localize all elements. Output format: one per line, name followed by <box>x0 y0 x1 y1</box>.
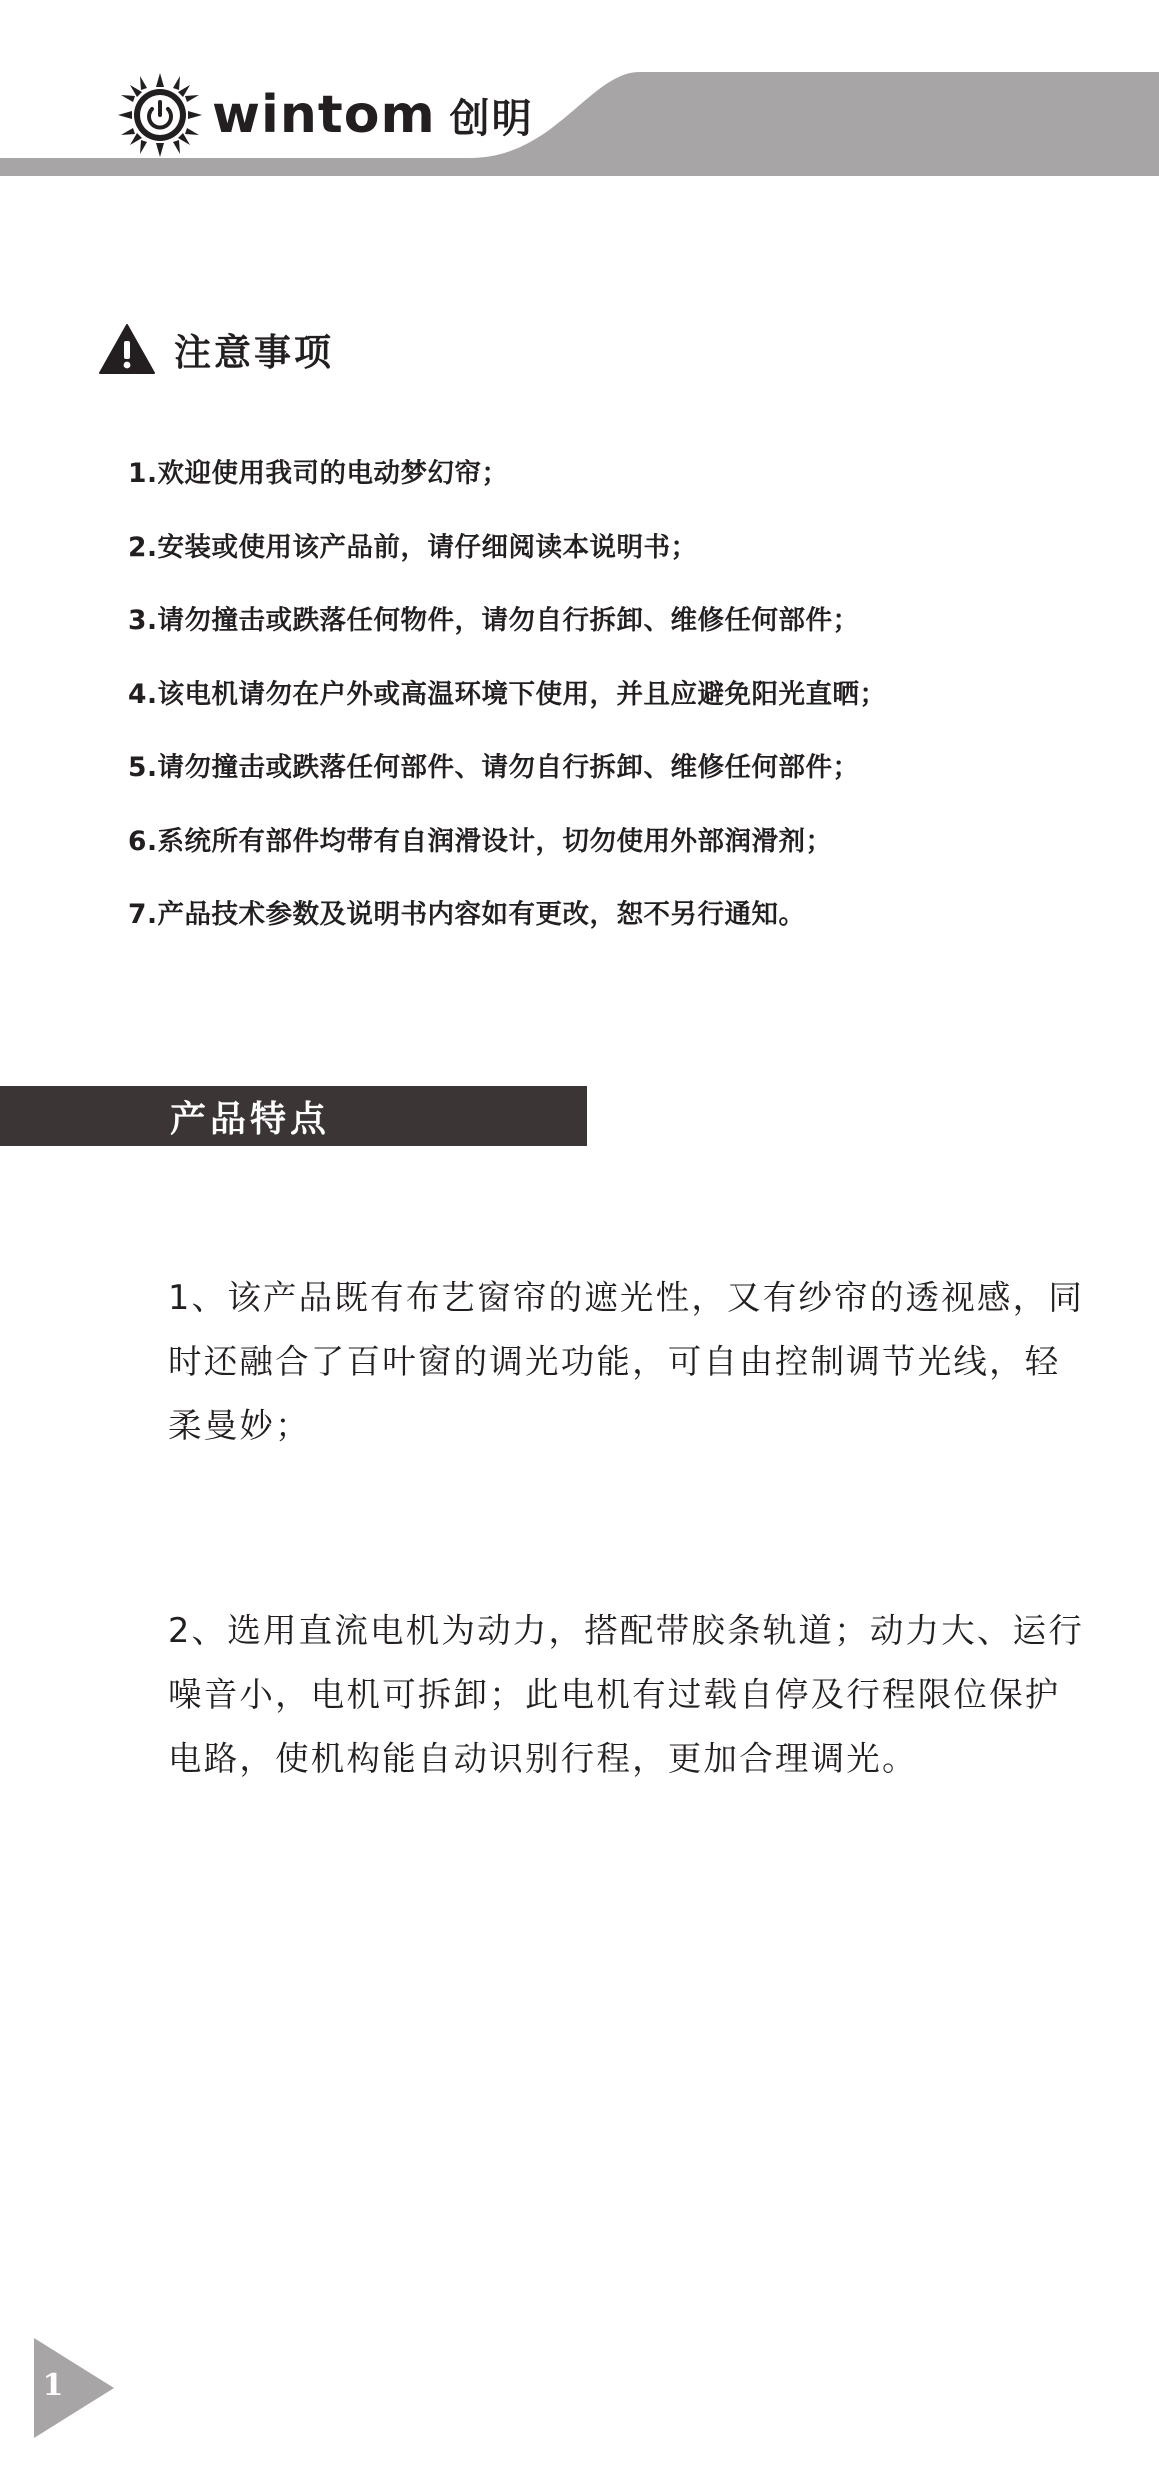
sun-power-logo-icon <box>118 73 202 157</box>
notice-item: 1.欢迎使用我司的电动梦幻帘； <box>128 458 509 489</box>
features-section-bar <box>0 1086 587 1146</box>
features-title: 产品特点 <box>170 1098 331 1140</box>
brand-name-latin: wintom <box>212 85 436 145</box>
notice-title: 注意事项 <box>174 331 334 374</box>
notice-item: 2.安装或使用该产品前，请仔细阅读本说明书； <box>128 531 698 563</box>
notice-item: 6.系统所有部件均带有自润滑设计，切勿使用外部润滑剂； <box>128 825 833 857</box>
brand-name-chinese: 创明 <box>449 95 534 142</box>
page-number: 1 <box>42 2368 64 2403</box>
notice-heading <box>98 322 334 376</box>
notice-list <box>128 454 887 969</box>
notice-item: 7.产品技术参数及说明书内容如有更改，恕不另行通知。 <box>128 899 806 930</box>
brand-logo <box>118 70 534 160</box>
notice-item: 4.该电机请勿在户外或高温环境下使用，并且应避免阳光直晒； <box>128 678 887 710</box>
notice-item: 5.请勿撞击或跌落任何部件、请勿自行拆卸、维修任何部件； <box>128 752 860 783</box>
warning-triangle-icon <box>98 323 156 375</box>
feature-paragraph-2: 2、选用直流电机为动力，搭配带胶条轨道；动力大、运行噪音小，电机可拆卸；此电机有过载自停及行程限位保护电路，使机构能自动识别行程，更加合理调光。 <box>168 1611 1085 1778</box>
notice-item: 3.请勿撞击或跌落任何物件，请勿自行拆卸、维修任何部件； <box>128 605 860 636</box>
feature-paragraph-1: 1、该产品既有布艺窗帘的遮光性，又有纱帘的透视感，同时还融合了百叶窗的调光功能，可自由控制调节光线，轻柔曼妙； <box>168 1278 1085 1445</box>
